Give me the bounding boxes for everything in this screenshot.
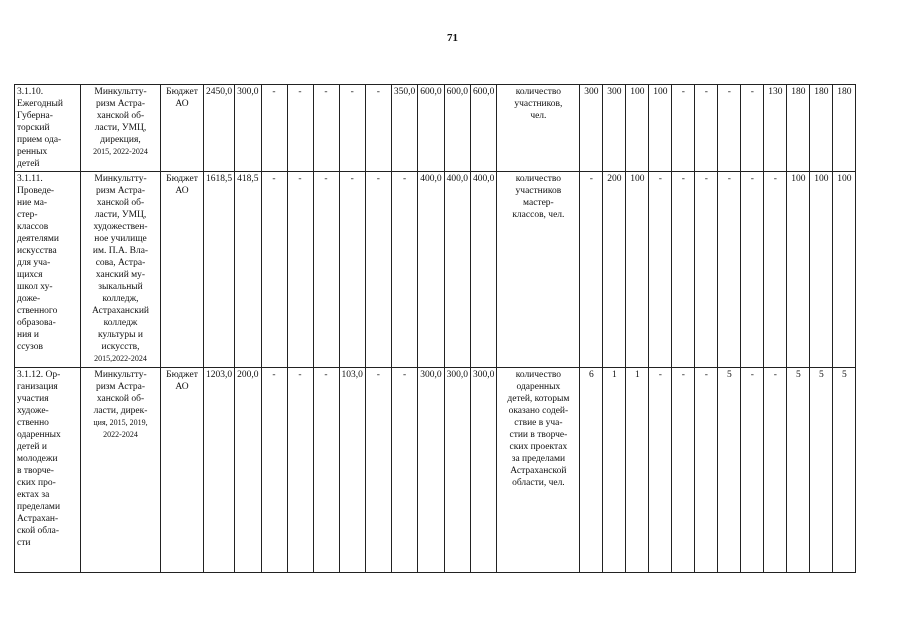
funding-value: - [261,172,287,368]
indicator-value: 100 [626,85,649,172]
indicator-value: - [672,85,695,172]
funding-value: - [391,368,417,573]
funding-value: - [287,172,313,368]
funding-value: - [365,172,391,368]
indicator-value: 1 [603,368,626,573]
funding-value: 1618,5 [204,172,235,368]
funding-value: 1203,0 [204,368,235,573]
funding-value: - [313,172,339,368]
indicator-value: 130 [764,85,787,172]
funding-value: 600,0 [471,85,497,172]
indicator-value: 100 [810,172,833,368]
indicator-value: - [718,85,741,172]
indicator-value: - [741,85,764,172]
indicator-value: - [741,368,764,573]
indicator-value: - [672,172,695,368]
funding-value: - [365,368,391,573]
funding-value: 300,0 [444,368,470,573]
funding-value: 600,0 [418,85,444,172]
executor-years: 2015, 2022-2024 [93,147,148,156]
funding-value: 418,5 [235,172,261,368]
funding-source: Бюджет АО [161,172,204,368]
indicator-value: - [741,172,764,368]
indicator-value: - [672,368,695,573]
indicator-value: 100 [626,172,649,368]
indicator-value: 100 [649,85,672,172]
funding-value: 400,0 [418,172,444,368]
indicator-value: 5 [833,368,856,573]
funding-value: 103,0 [339,368,365,573]
executor-cell: Минкультту- ризм Астра- ханской об- ласти, дирек- ция, 2015, 2019, 2022-2024 [81,368,161,573]
funding-value: - [287,368,313,573]
funding-value: 2450,0 [204,85,235,172]
indicator-value: 180 [787,85,810,172]
funding-value: 400,0 [471,172,497,368]
indicator-name: количество участников мастер- классов, чел. [497,172,580,368]
indicator-value: - [764,172,787,368]
indicator-value: 5 [810,368,833,573]
indicator-value: 300 [603,85,626,172]
indicator-value: 5 [718,368,741,573]
funding-value: - [391,172,417,368]
funding-source: Бюджет АО [161,368,204,573]
indicator-value: 6 [580,368,603,573]
funding-value: - [339,172,365,368]
indicator-name: количество одаренных детей, которым оказано содей- ствие в уча- стии в творче- ских проектах за пределами Астраханской области, чел. [497,368,580,573]
funding-value: 200,0 [235,368,261,573]
funding-value: 300,0 [418,368,444,573]
page-number: 71 [447,32,458,44]
executor-years: 2022-2024 [103,430,138,439]
funding-value: 350,0 [391,85,417,172]
indicator-value: - [764,368,787,573]
funding-value: - [287,85,313,172]
table-row [15,368,856,573]
indicator-value: 180 [810,85,833,172]
table-row [15,172,856,368]
executor-cell: Минкультту- ризм Астра- ханской об- ласти, УМЦ, дирекция, 2015, 2022-2024 [81,85,161,172]
funding-value: 300,0 [235,85,261,172]
funding-value: 600,0 [444,85,470,172]
indicator-value: - [649,368,672,573]
table-row [15,85,856,172]
funding-value: - [339,85,365,172]
funding-value: - [313,85,339,172]
indicator-value: 100 [787,172,810,368]
measure-name: 3.1.10. Ежегодный Губерна- торский прием ода- ренных детей [15,85,81,172]
measure-name: 3.1.11. Проведе- ние ма- стер- классов деятелями искусства для уча- щихся школ ху- доже- ственного образова- ния и ссузов [15,172,81,368]
indicator-value: - [718,172,741,368]
funding-value: 300,0 [471,368,497,573]
executor-cell: Минкультту- ризм Астра- ханской об- ласти, УМЦ, художествен- ное училище им. П.А. Вла- сова, Астра- ханский му- зыкальный колледж, Астраханский колледж культуры и искусств, 2015,2022-2024 [81,172,161,368]
executor-years: 2015,2022-2024 [94,354,147,363]
indicator-name: количество участников, чел. [497,85,580,172]
indicator-value: 300 [580,85,603,172]
indicator-value: 5 [787,368,810,573]
indicator-value: - [695,368,718,573]
measure-name: 3.1.12. Ор- ганизация участия художе- ственно одаренных детей и молодежи в творче- ских про- ектах за пределами Астрахан- ской обла- сти [15,368,81,573]
funding-value: - [313,368,339,573]
funding-value: 400,0 [444,172,470,368]
indicator-value: 100 [833,172,856,368]
indicator-value: 180 [833,85,856,172]
program-table [14,84,856,573]
funding-value: - [261,85,287,172]
funding-source: Бюджет АО [161,85,204,172]
funding-value: - [365,85,391,172]
indicator-value: - [649,172,672,368]
executor-years: ция, 2015, 2019, [93,418,148,427]
indicator-value: 200 [603,172,626,368]
indicator-value: - [695,172,718,368]
indicator-value: 1 [626,368,649,573]
indicator-value: - [695,85,718,172]
indicator-value: - [580,172,603,368]
funding-value: - [261,368,287,573]
